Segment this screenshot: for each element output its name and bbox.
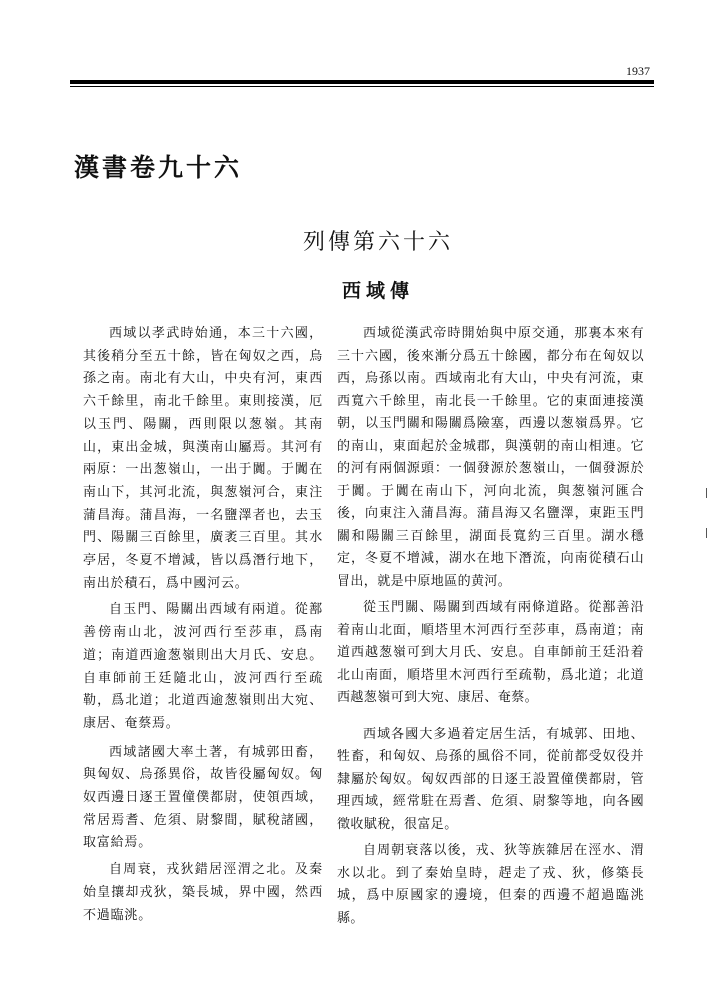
header-rule-thick — [70, 80, 654, 84]
book-title: 漢書卷九十六 — [74, 153, 243, 182]
translation-text-column — [337, 323, 644, 930]
translation-paragraph: 西域從漢武帝時開始與中原交通，那裏本來有三十六國，後來漸分爲五十餘國，都分布在匈奴以西，烏孫以南。西域南北有大山，中央有河流，東西寬六千餘里，南北長一千餘里。它的東面連接漢朝，以玉門關和陽關爲險塞，西邊以葱嶺爲界。它的南山，東面起於金城郡，與漢朝的南山相連。它的河有兩個源頭：一個發源於葱嶺山，一個發源於于闐。于闐在南山下，河向北流，與葱嶺河匯合後，向東注入蒲昌海。蒲昌海又名鹽澤，東距玉門關和陽關三百餘里，湖面長寬約三百里。湖水穩定，冬夏不增減，湖水在地下潛流，向南從積石山冒出，就是中原地區的黄河。 — [337, 326, 644, 589]
original-paragraph: 自周衰，戎狄錯居涇渭之北。及秦始皇攘却戎狄，築長城，界中國，然西不過臨洮。 — [83, 862, 323, 923]
scan-edge-mark — [706, 488, 707, 498]
scan-edge-mark — [706, 528, 707, 538]
chapter-title: 列傳第六十六 — [302, 230, 453, 255]
section-title: 西域傳 — [341, 280, 414, 302]
translation-paragraph: 西域各國大多過着定居生活，有城郭、田地、牲畜，和匈奴、烏孫的風俗不同，從前都受奴役并隸屬於匈奴。匈奴西部的日逐王設置僮僕都尉，管理西域，經常駐在焉耆、危須、尉黎等地，向各國徵收賦稅，很富足。 — [337, 726, 644, 832]
translation-paragraph: 自周朝衰落以後，戎、狄等族雜居在涇水、渭水以北。到了秦始皇時，趕走了戎、狄，修築長城，爲中原國家的邊境，但秦的西邊不超過臨洮縣。 — [337, 843, 644, 926]
header-rule-thin — [70, 86, 654, 87]
original-paragraph: 西域以孝武時始通，本三十六國，其後稍分至五十餘，皆在匈奴之西，烏孫之南。南北有大山，中央有河，東西六千餘里，南北千餘里。東則接漢，厄以玉門、陽關，西則限以葱嶺。其南山，東出金城，與漢南山屬焉。其河有兩原：一出葱嶺山，一出于闐。于闐在南山下，其河北流，與葱嶺河合，東注蒲昌海。蒲昌海，一名鹽澤者也，去玉門、陽關三百餘里，廣袤三百里。其水亭居，冬夏不增減，皆以爲潛行地下，南出於積石，爲中國河云。 — [83, 326, 323, 591]
translation-paragraph: 從玉門關、陽關到西域有兩條道路。從鄯善沿着南山北面，順塔里木河西行至莎車，爲南道；南道西越葱嶺可到大月氏、安息。自車師前王廷沿着北山南面，順塔里木河西行至疏勒，爲北道；北道西越葱嶺可到大宛、康居、奄蔡。 — [337, 600, 644, 705]
original-paragraph: 西域諸國大率土著，有城郭田畜，與匈奴、烏孫異俗，故皆役屬匈奴。匈奴西邊日逐王置僮僕都尉，使領西域，常居焉耆、危須、尉黎間，賦稅諸國，取富給焉。 — [83, 744, 323, 851]
original-paragraph: 自玉門、陽關出西域有兩道。從鄯善傍南山北，波河西行至莎車，爲南道；南道西逾葱嶺則出大月氏、安息。自車師前王廷隨北山，波河西行至疏勒，爲北道；北道西逾葱嶺則出大宛、康居、奄蔡焉。 — [83, 602, 323, 731]
page-number: 1937 — [626, 64, 650, 78]
original-text-column — [83, 323, 323, 927]
